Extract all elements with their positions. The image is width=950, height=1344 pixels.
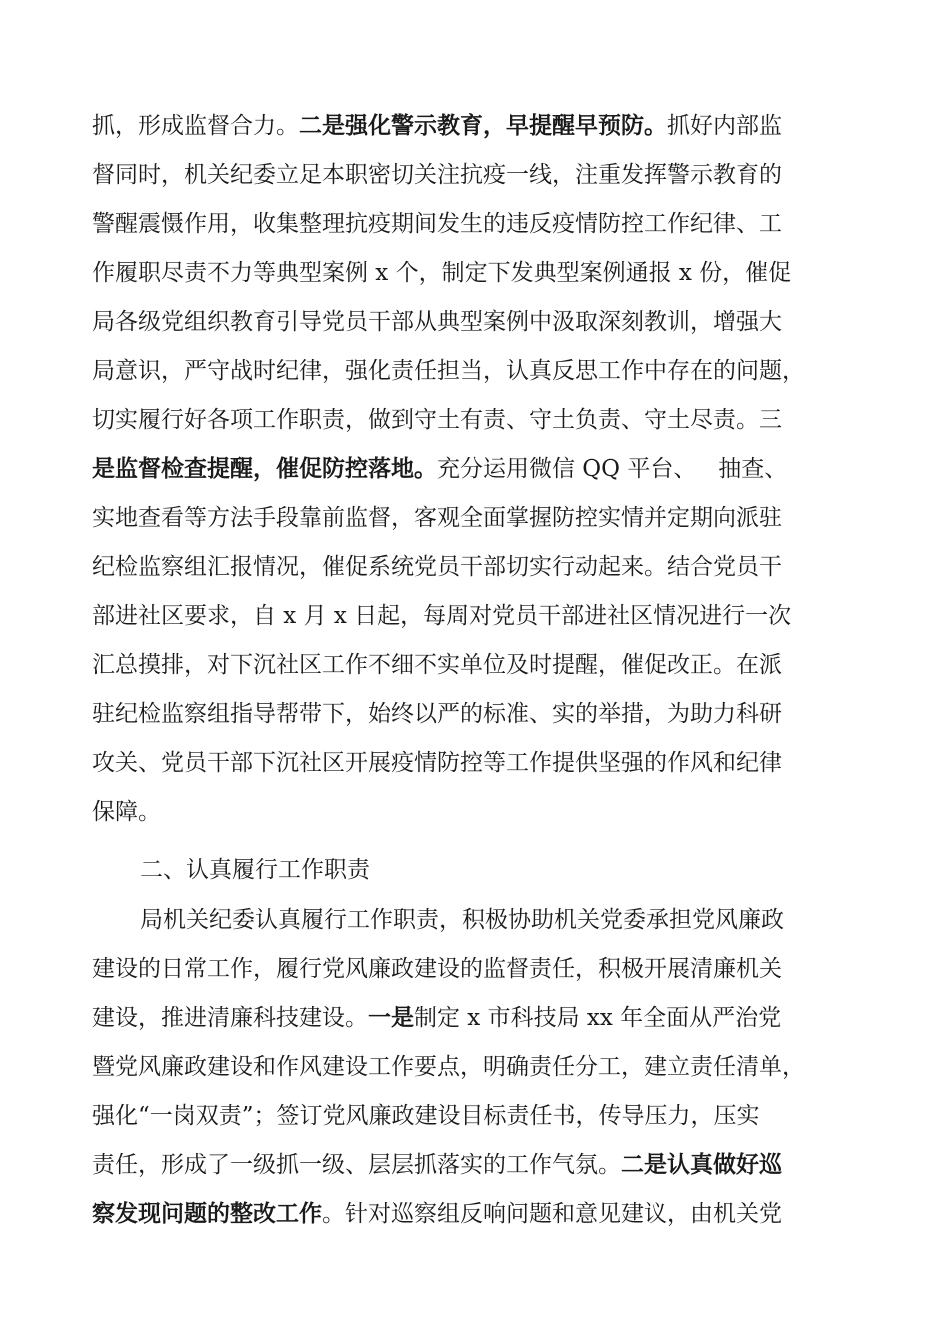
- text-line: 责任，形成了一级抓一级、层层抓落实的工作气氛。二是认真做好巡: [92, 1152, 782, 1178]
- text-line: 暨党风廉政建设和作风建设工作要点，明确责任分工，建立责任清单，: [92, 1054, 805, 1080]
- text-line: 局意识，严守战时纪律，强化责任担当，认真反思工作中存在的问题，: [92, 358, 805, 384]
- text-line: 作履职尽责不力等典型案例 x 个，制定下发典型案例通报 x 份，催促: [92, 260, 792, 286]
- text-line: 督同时，机关纪委立足本职密切关注抗疫一线，注重发挥警示教育的: [92, 162, 782, 188]
- text-line: 局各级党组织教育引导党员干部从典型案例中汲取深刻教训，增强大: [92, 309, 782, 335]
- text-line: 察发现问题的整改工作。针对巡察组反响问题和意见建议，由机关党: [92, 1201, 782, 1227]
- text-line: 纪检监察组汇报情况，催促系统党员干部切实行动起来。结合党员干: [92, 554, 782, 580]
- text-line: 切实履行好各项工作职责，做到守土有责、守土负责、守土尽责。三: [92, 407, 782, 433]
- text-line: 警醒震慑作用，收集整理抗疫期间发生的违反疫情防控工作纪律、工: [92, 211, 782, 237]
- text-line: 部进社区要求，自 x 月 x 日起，每周对党员干部进社区情况进行一次: [92, 603, 792, 629]
- text-line: 驻纪检监察组指导帮带下，始终以严的标准、实的举措，为助力科研: [92, 701, 782, 727]
- text-line: 汇总摸排，对下沉社区工作不细不实单位及时提醒，催促改正。在派: [92, 652, 782, 678]
- text-line: 建设，推进清廉科技建设。一是制定 x 市科技局 xx 年全面从严治党: [92, 1005, 782, 1031]
- text-line: 局机关纪委认真履行工作职责，积极协助机关党委承担党风廉政: [140, 907, 784, 933]
- text-line: 实地查看等方法手段靠前监督，客观全面掌握防控实情并定期向派驻: [92, 505, 782, 531]
- text-line: 保障。: [92, 799, 161, 825]
- text-line: 抓，形成监督合力。二是强化警示教育，早提醒早预防。抓好内部监: [92, 113, 782, 139]
- text-line: 攻关、党员干部下沉社区开展疫情防控等工作提供坚强的作风和纪律: [92, 750, 782, 776]
- text-line: 强化“一岗双责”；签订党风廉政建设目标责任书，传导压力，压实: [92, 1103, 760, 1129]
- text-line: 建设的日常工作，履行党风廉政建设的监督责任，积极开展清廉机关: [92, 956, 782, 982]
- text-line: 是监督检查提醒，催促防控落地。充分运用微信 QQ 平台、 抽查、: [92, 456, 788, 482]
- section-heading: 二、认真履行工作职责: [140, 857, 370, 883]
